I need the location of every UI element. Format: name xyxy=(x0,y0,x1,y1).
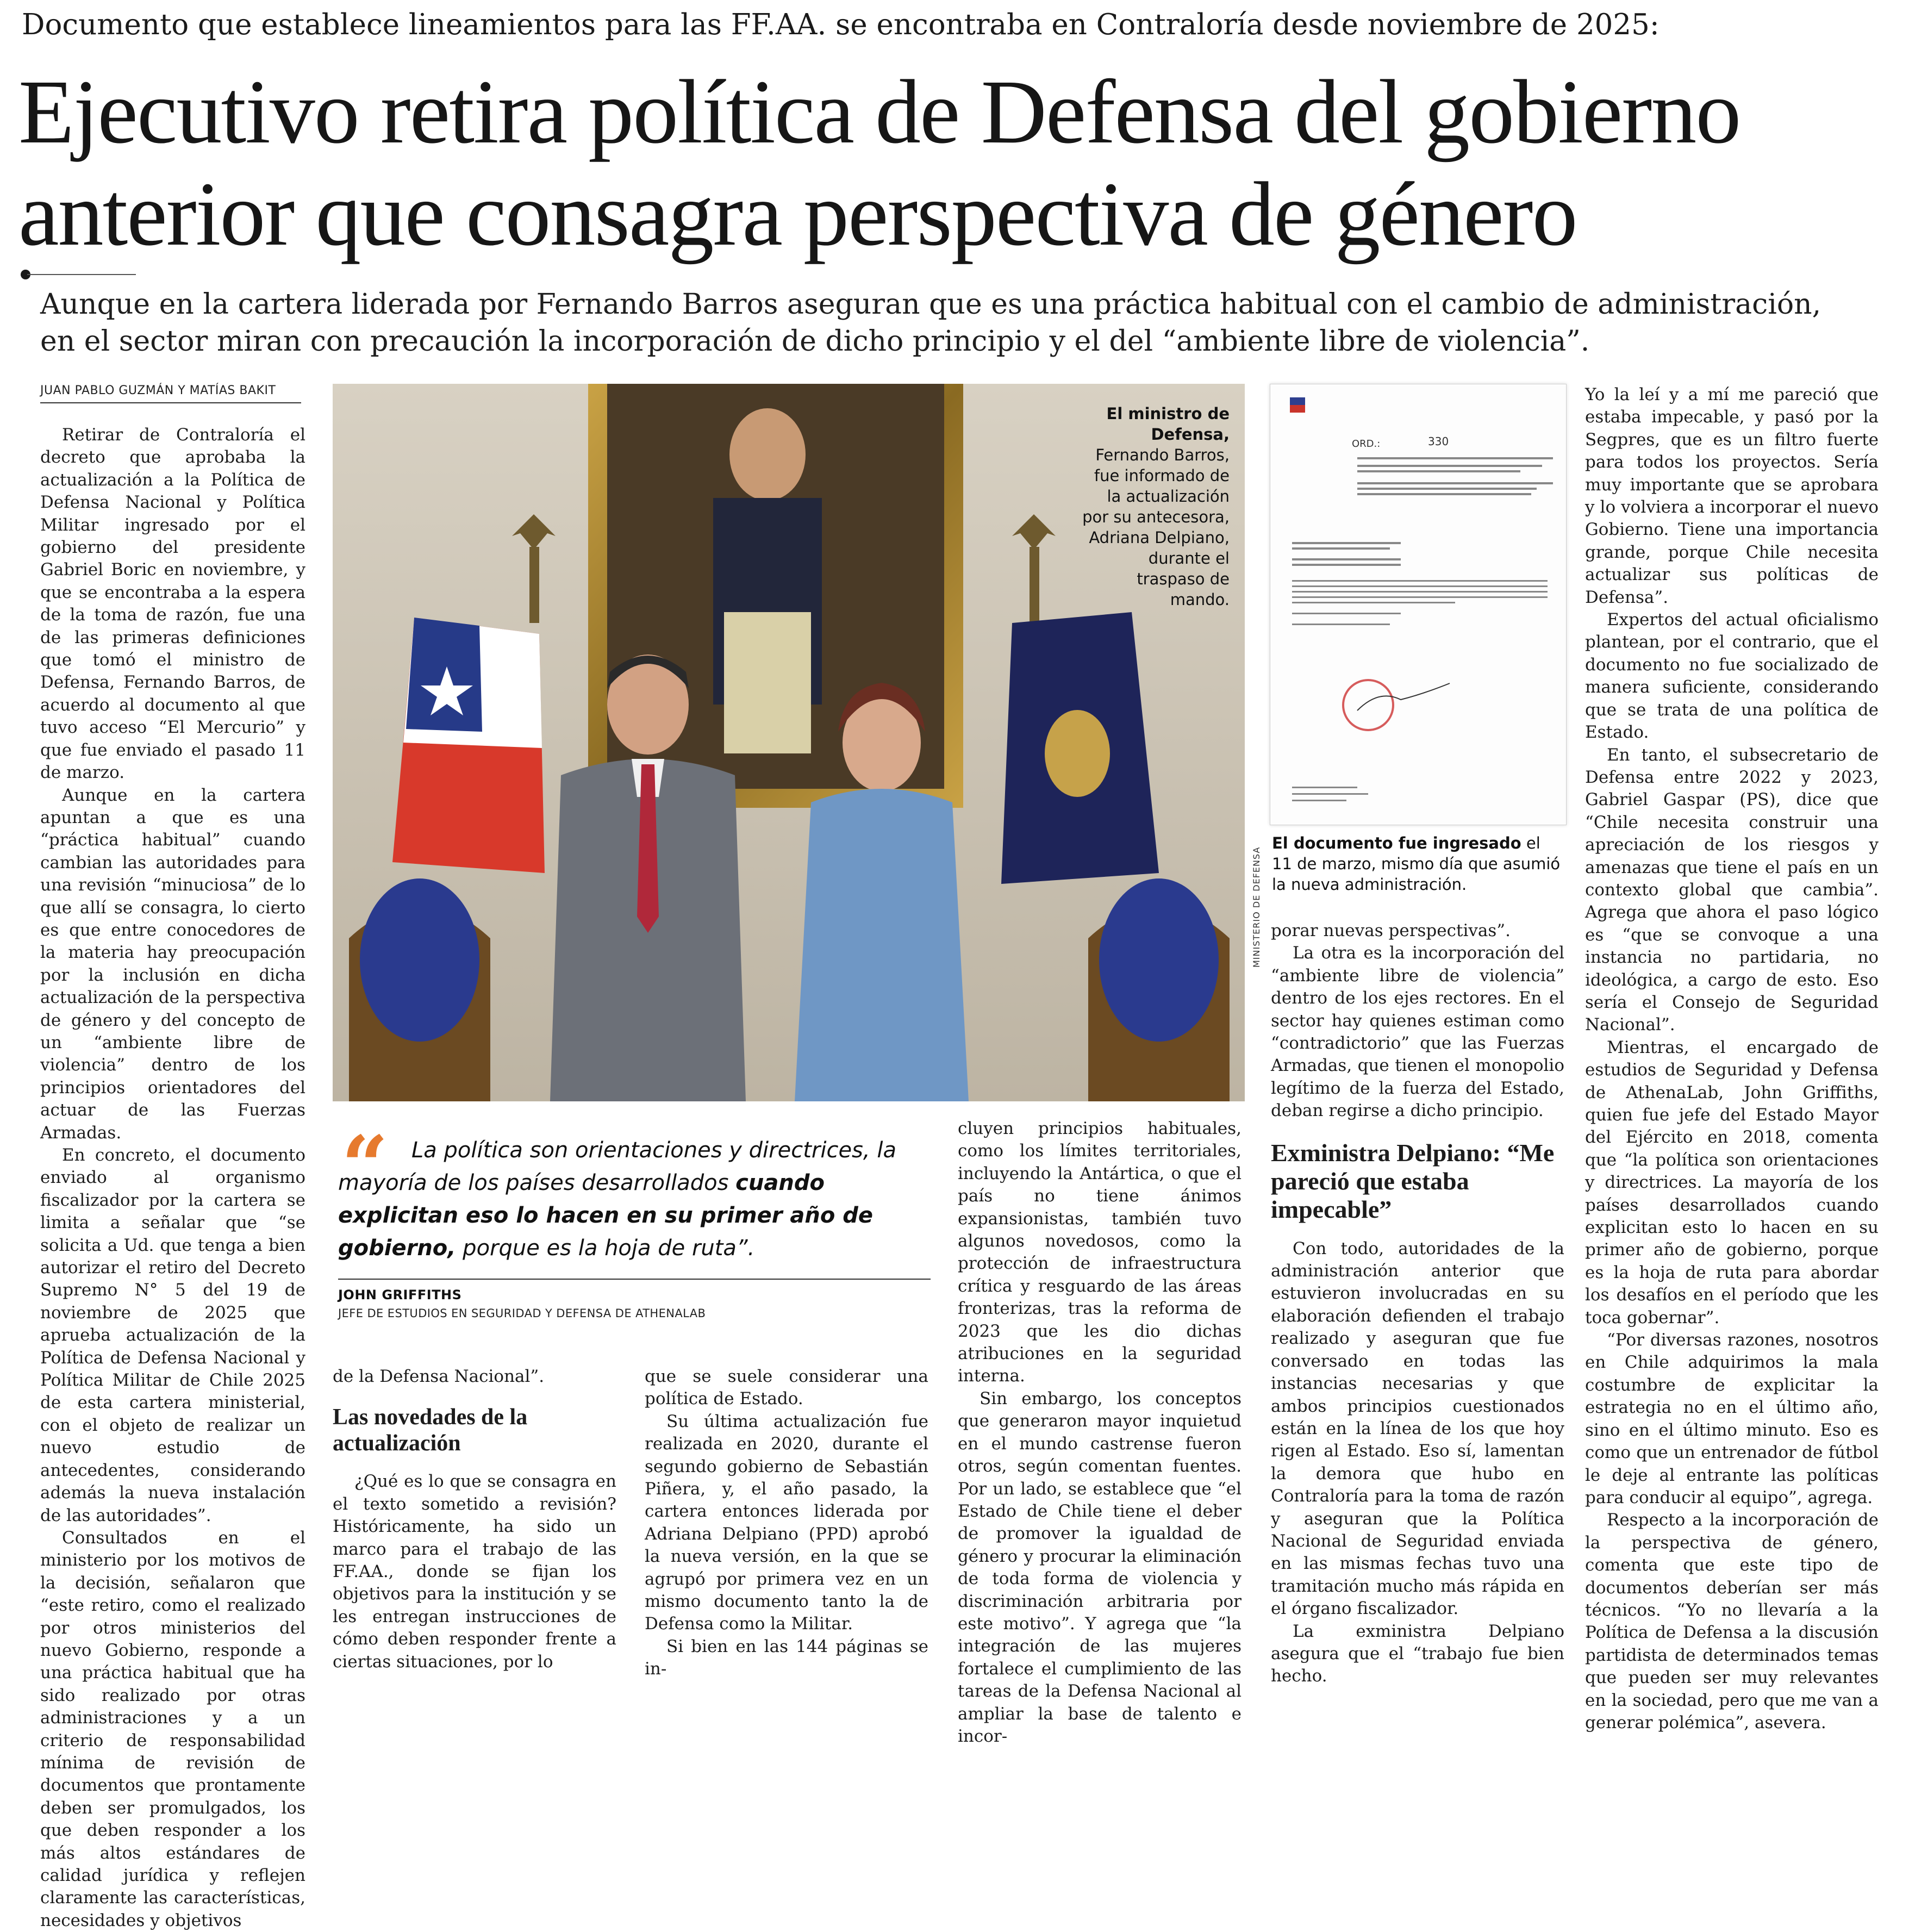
lead-paragraph: Aunque en la cartera liderada por Fernando Barros aseguran que es una práctica habitual con el cambio de administración, en el sector miran con precaución la incorporación de dicho principio y el del “ambiente libre de violencia”. xyxy=(40,288,1821,358)
document-caption-bold: El documento fue ingresado xyxy=(1272,834,1521,852)
photo-caption-bold: El ministro de Defensa, xyxy=(1106,404,1230,444)
paragraph: Sin embargo, los conceptos que generaron mayor inquietud en el mundo castrense fueron otros, según comentan fuentes. Por un lado, se establece que “el Estado de Chile tiene el deber de promover la igualdad de género y procurar la eliminación de toda forma de violencia y discriminación arbitraria por este motivo”. Y agrega que “la integración de las mujeres fortalece el cumplimiento de las tareas de la Defensa Nacional al ampliar la base de talento e incor- xyxy=(958,1388,1242,1746)
paragraph: Respecto a la incorporación de la perspectiva de género, comenta que este tipo de documentos deberían ser más técnicos. “Yo no llevaría a la Política de Defensa a la discusión partidista de determinados temas que pueden ser muy relevantes en la sociedad, pero que me van a generar polémica”, asevera. xyxy=(1585,1510,1879,1732)
photo-caption xyxy=(1082,403,1230,610)
headline xyxy=(18,61,1899,265)
paragraph: cluyen principios habituales, como los límites territoriales, incluyendo la Antártica, o que el país no tiene ánimos expansionistas, también tuvo algunos novedosos, como la protección de infraestructura crítica y resguardo de las áreas fronterizas, tras la reforma de 2023 que les dio dichas atribuciones en la seguridad interna. xyxy=(958,1119,1242,1386)
document-number: 330 xyxy=(1428,435,1449,448)
paragraph: Yo la leí y a mí me pareció que estaba impecable, y pasó por la Segpres, que es un filtro fuerte para todos los proyectos. Sería muy importante que se aprobara y lo volviera a incorporar el nuevo Gobierno. Tiene una importancia grande, porque Chile necesita actualizar sus políticas de Defensa”. xyxy=(1585,385,1879,607)
section-subhead: Exministra Delpiano: “Me pareció que estaba impecable” xyxy=(1271,1138,1555,1223)
headline-line-1: Ejecutivo retira política de Defensa del gobierno xyxy=(18,61,1740,163)
paragraph: ¿Qué es lo que se consagra en el texto sometido a revisión? Históricamente, ha sido un marco para el trabajo de las FF.AA., donde se fijan los objetivos para la institución y se les entregan instrucciones de cómo deben responder frente a ciertas situaciones, por lo xyxy=(333,1472,616,1672)
paragraph: Aunque en la cartera apuntan a que es una “práctica habitual” cuando cambian las autoridades para una revisión “minuciosa” de lo que allí se consagra, lo cierto es que entre conocedores de la materia hay preocupación por la inclusión en dicha actualización de la perspectiva de género y del concepto de un “ambiente libre de violencia” dentro de los principios orientadores del actuar de las Fuerzas Armadas. xyxy=(40,785,305,1143)
section-subhead: Las novedades de la actualización xyxy=(333,1405,528,1456)
paragraph: “Por diversas razones, nosotros en Chile adquirimos la mala costumbre de explicitar la estrategia no en el último año, sino en el último minuto. Eso es como que un entrenador de fútbol le deje al entrante las políticas para conducir al equipo”, agrega. xyxy=(1585,1330,1879,1507)
paragraph: Su última actualización fue realizada en 2020, durante el segundo gobierno de Sebastián Piñera, y, el año pasado, la cartera entonces liderada por Adriana Delpiano (PPD) aprobó la nueva versión, en la que se agrupó por primera vez en un mismo documento tanto la de Defensa como la Militar. xyxy=(645,1411,928,1634)
pull-quote-rule xyxy=(338,1279,931,1280)
paragraph: Con todo, autoridades de la administración anterior que estuvieron involucradas en su elaboración defienden el trabajo realizado y aseguran que fue conversado en todas las instancias necesarias y que ambos principios cuestionados están en la línea de los que hoy rigen al Estado. Eso sí, lamentan la demora que hubo en Contraloría para la toma de razón y aseguran que la Política Nacional de Seguridad enviada en las mismas fechas tuvo una tramitación mucho más rápida en el órgano fiscalizador. xyxy=(1271,1238,1564,1619)
column-2 xyxy=(333,1366,616,1673)
byline-rule xyxy=(40,402,301,403)
document-image: ORD.: 330 xyxy=(1270,384,1567,825)
pull-quote-text: La política son orientaciones y directrices, la mayoría de los países desarrollados cuando explicitan eso lo hacen en su primer año de gobierno, porque es la hoja de ruta”. xyxy=(338,1138,896,1261)
column-6 xyxy=(1585,384,1879,1734)
paragraph: porar nuevas perspectivas”. xyxy=(1271,921,1511,940)
paragraph: En concreto, el documento enviado al organismo fiscalizador por la cartera se limita a señalar que “se solicita a Ud. que tenga a bien autorizar el retiro del Decreto Supremo N° 5 del 19 de noviembre de 2025 que aprueba actualización de la Política de Defensa Nacional y Política Militar de Chile 2025 de esta cartera ministerial, con el objeto de realizar un nuevo estudio de antecedentes, considerando además la nueva instalación de las autoridades”. xyxy=(40,1145,305,1525)
paragraph: Consultados en el ministerio por los motivos de la decisión, señalaron que “este retiro, como el realizado por otros ministerios del nuevo Gobierno, responde a una práctica habitual que ha sido realizado por otras administraciones y a un criterio de responsabilidad mínima de revisión de documentos que prontamente deben ser promulgados, los que deben responder a los más altos estándares de calidad jurídica y reflejen claramente las características, necesidades y objetivos xyxy=(40,1528,305,1930)
pull-quote-author-role: JEFE DE ESTUDIOS EN SEGURIDAD Y DEFENSA DE ATHENALAB xyxy=(338,1307,706,1320)
paragraph: de la Defensa Nacional”. xyxy=(333,1367,545,1386)
paragraph: En tanto, el subsecretario de Defensa entre 2022 y 2023, Gabriel Gaspar (PS), dice que “Chile necesita construir una apreciación de los riesgos y amenazas que tiene el país en un contexto global que cambia”. Agrega que ahora el paso lógico es “que se convoque a una instancia no partidaria, no ideológica, a cargo de esto. Eso sería el Consejo de Seguridad Nacional”. xyxy=(1585,745,1879,1035)
column-3 xyxy=(645,1366,928,1681)
paragraph: que se suele considerar una política de Estado. xyxy=(645,1367,928,1409)
headline-line-2: anterior que consagra perspectiva de género xyxy=(18,164,1577,265)
pull-quote-author: JOHN GRIFFITHS xyxy=(338,1287,462,1302)
column-1 xyxy=(40,424,305,1932)
photo-credit: MINISTERIO DE DEFENSA xyxy=(1251,846,1262,968)
paragraph: Si bien en las 144 páginas se in- xyxy=(645,1636,928,1679)
document-caption-text: el 11 de marzo, mismo día que asumió la nueva administración. xyxy=(1272,834,1561,894)
byline: JUAN PABLO GUZMÁN Y MATÍAS BAKIT xyxy=(40,384,276,397)
document-caption xyxy=(1272,833,1563,895)
paragraph: La otra es la incorporación del “ambiente libre de violencia” dentro de los ejes rectores. En el sector hay quienes estiman como “contradictorio” que las Fuerzas Armadas, que tienen el monopolio legítimo de la fuerza del Estado, deban regirse a dicho principio. xyxy=(1271,943,1564,1121)
paragraph: Retirar de Contraloría el decreto que aprobaba la actualización a la Política de Defensa Nacional y Política Militar ingresado por el gobierno del presidente Gabriel Boric en noviembre, y que se encontraba a la espera de la toma de razón, fue una de las primeras definiciones que tomó el ministro de Defensa, Fernando Barros, de acuerdo al documento al que tuvo acceso “El Mercurio” y que fue enviado el pasado 11 de marzo. xyxy=(40,425,305,783)
paragraph: Expertos del actual oficialismo plantean, por el contrario, que el documento no fue socializado de manera suficiente, considerando que se trata de una política de Estado. xyxy=(1585,610,1879,743)
headline-rule xyxy=(27,274,136,275)
column-5 xyxy=(1271,920,1564,1688)
quote-mark-icon: “ xyxy=(341,1118,389,1214)
column-4 xyxy=(958,1118,1242,1748)
photo-caption-text: Fernando Barros, fue informado de la actualización por su antecesora, Adriana Delpiano, durante el traspaso de mando. xyxy=(1082,446,1230,609)
paragraph: Mientras, el encargado de estudios de Seguridad y Defensa de AthenaLab, John Griffiths, quien fue jefe del Estado Mayor del Ejército en 2018, comenta que “la política son orientaciones y directrices. La mayoría de los países desarrollados cuando explicitan esto lo hacen en su primer año de gobierno, porque es la hoja de ruta para abordar los desafíos en el período que les toca gobernar”. xyxy=(1585,1037,1879,1328)
paragraph: La exministra Delpiano asegura que el “trabajo fue bien hecho. xyxy=(1271,1621,1564,1686)
kicker: Documento que establece lineamientos para las FF.AA. se encontraba en Contraloría desde noviembre de 2025: xyxy=(22,8,1660,41)
